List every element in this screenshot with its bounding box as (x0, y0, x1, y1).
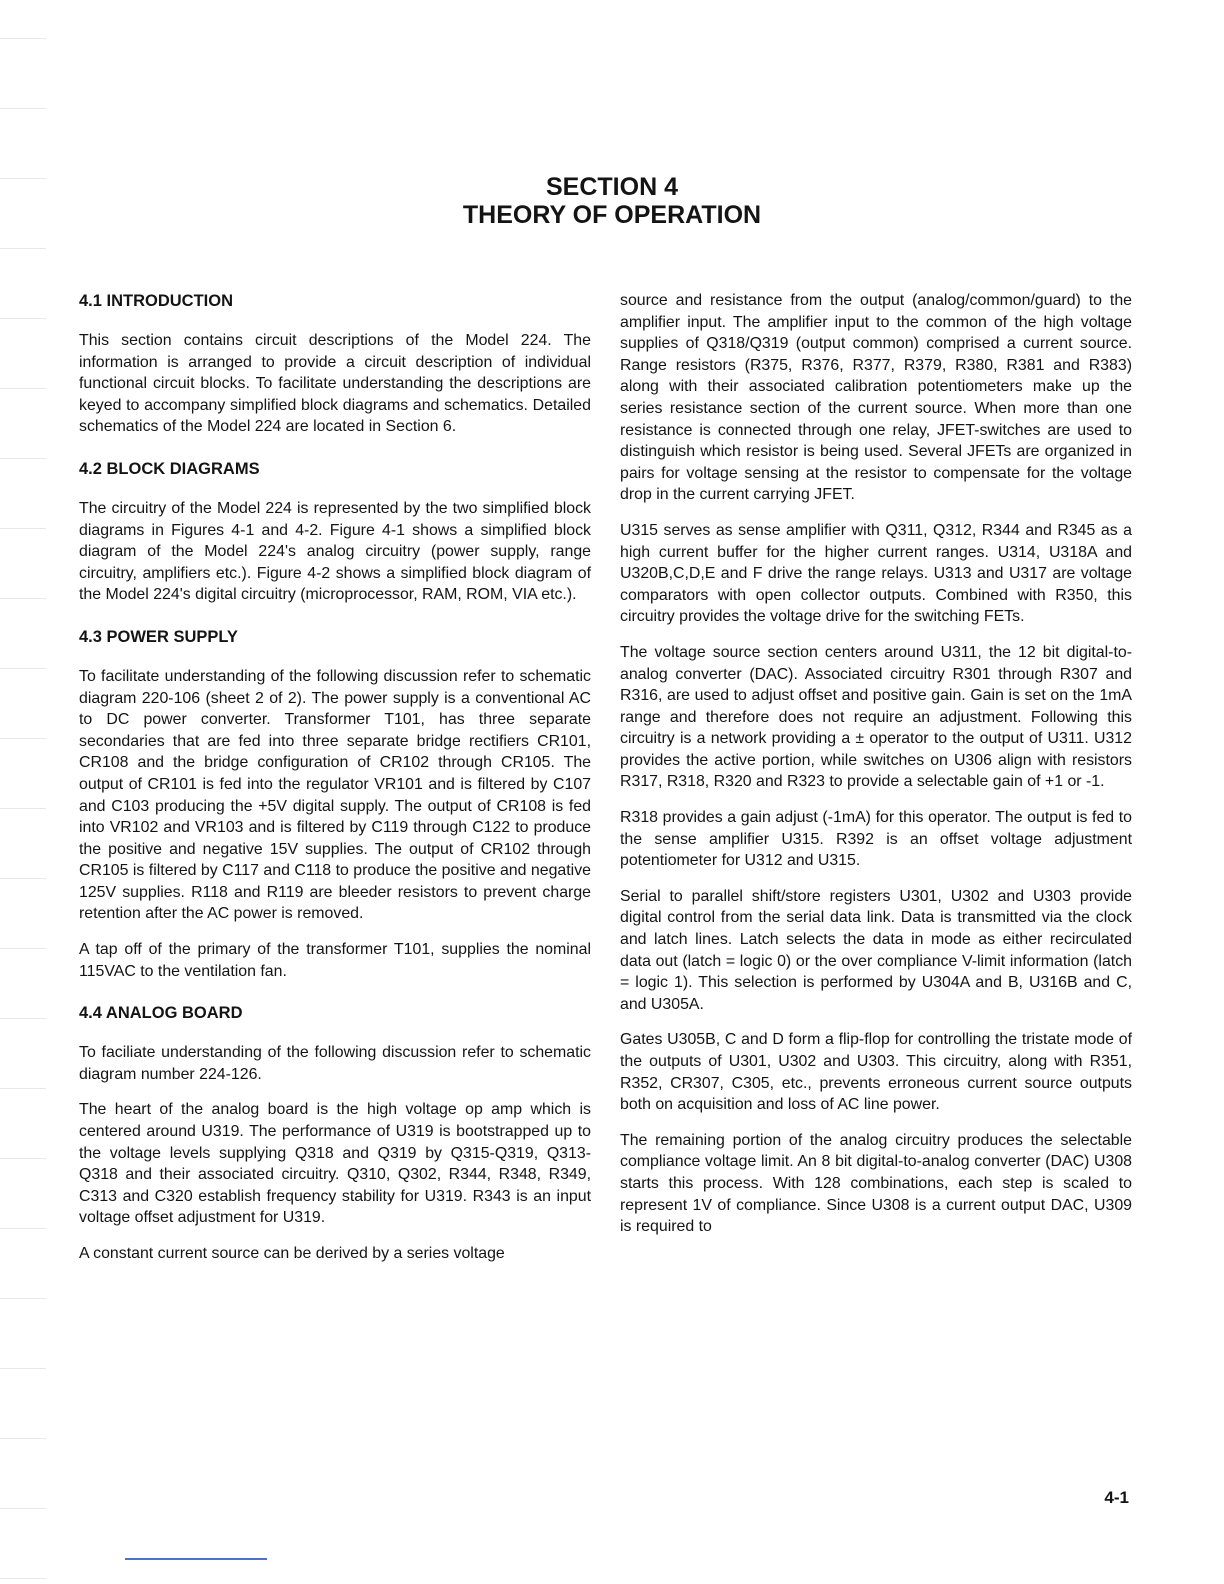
heading-introduction: 4.1 INTRODUCTION (79, 292, 234, 310)
heading-analog-board: 4.4 ANALOG BOARD (79, 1004, 243, 1023)
heading-block-diagrams: 4.2 BLOCK DIAGRAMS (79, 459, 260, 478)
section-title: THEORY OF OPERATION (462, 201, 762, 229)
introduction-paragraph: This section contains circuit descriptions of the Model 224. The information is arranged to provide a circuit description of individual functional circuit blocks. To facilitate understanding the descriptions are keyed to accompany simplified block diagrams and schematics. Detailed schematics of the Model 224 are located in Section 6. (79, 332, 591, 436)
analog-board-paragraph-3: A constant current source can be derived by a series voltage (79, 1245, 505, 1262)
right-paragraph-5: Serial to parallel shift/store registers U301, U302 and U303 provide digital control from the serial data link. Data is transmitted via the clock and latch lines. Latch selects the data in mode as either recirculated data out (latch = logic 0) or the over compliance V-limit information (latch = logic 1). This selection is performed by U304A and B, U316B and C, and U305A. (620, 887, 1132, 1013)
right-paragraph-4: R318 provides a gain adjust (-1mA) for this operator. The output is fed to the sense amplifier U315. R392 is an offset voltage adjustment potentiometer for U312 and U315. (620, 809, 1132, 870)
power-supply-paragraph-1: To facilitate understanding of the following discussion refer to schematic diagram 220-106 (sheet 2 of 2). The power supply is a conventional AC to DC power converter. Transformer T101, has three separate secondaries that are fed into three separate bridge rectifiers CR101, CR108 and the bridge configuration of CR102 through CR105. The output of CR101 is fed into the regulator VR101 and is filtered by C107 and C103 producing the +5V digital supply. The output of CR108 is fed into VR102 and VR103 and is filtered by C119 through C122 to produce the positive and negative 15V supplies. The output of CR102 through CR105 is filtered by C117 and C118 to produce the positive and negative 125V supplies. R118 and R119 are bleeder resistors to prevent charge retention after the AC power is removed. (79, 667, 591, 923)
block-diagrams-paragraph: The circuitry of the Model 224 is represented by the two simplified block diagrams in Figures 4-1 and 4-2. Figure 4-1 shows a simplified block diagram of the Model 224's analog circuitry (power supply, range circuitry, amplifiers etc.). Figure 4-2 shows a simplified block diagram of the Model 224's digital circuitry (microprocessor, RAM, ROM, VIA etc.). (79, 499, 591, 604)
power-supply-paragraph-2: A tap off of the primary of the transformer T101, supplies the nominal 115VAC to the ventilation fan. (79, 941, 591, 980)
footer-rule (125, 1558, 267, 1560)
right-column (620, 290, 1132, 1252)
right-paragraph-2: U315 serves as sense amplifier with Q311, Q312, R344 and R345 as a high current buffer for the higher current ranges. U314, U318A and U320B,C,D,E and F drive the range relays. U313 and U317 are voltage comparators with open collector outputs. Combined with R350, this circuitry provides the voltage drive for the switching FETs. (620, 521, 1132, 626)
right-paragraph-1: source and resistance from the output (analog/common/guard) to the amplifier input. The amplifier input to the common of the high voltage supplies of Q318/Q319 (output common) comprised a current source. Range resistors (R375, R376, R377, R379, R380, R381 and R383) along with their associated calibration potentiometers make up the series resistance section of the current source. When more than one resistance is connected through one relay, JFET-switches are used to distinguish which resistor is being used. Several JFETs are organized in pairs for voltage sensing at the resistor to compensate for the voltage drop in the current carrying JFET. (620, 292, 1132, 504)
section-number: SECTION 4 (546, 173, 678, 201)
analog-board-paragraph-1: To faciliate understanding of the following discussion refer to schematic diagram number 224-126. (79, 1044, 591, 1083)
left-column (79, 290, 591, 1279)
right-paragraph-6: Gates U305B, C and D form a flip-flop for controlling the tristate mode of the outputs of U301, U302 and U303. This circuitry, along with R351, R352, CR307, C305, etc., prevents erroneous current source outputs both on acquisition and loss of AC line power. (620, 1031, 1132, 1114)
scan-binding-edge (0, 0, 46, 1584)
right-paragraph-7: The remaining portion of the analog circuitry produces the selectable compliance voltage limit. An 8 bit digital-to-analog converter (DAC) U308 starts this process. With 128 combinations, each step is scaled to represent 1V of compliance. Since U308 is a current output DAC, U309 is required to (620, 1131, 1132, 1236)
analog-board-paragraph-2: The heart of the analog board is the high voltage op amp which is centered around U319. The performance of U319 is bootstrapped up to the voltage levels supplying Q318 and Q319 by Q315-Q319, Q313-Q318 and their associated circuitry. Q310, Q302, R344, R348, R349, C313 and C320 establish frequency stability for U319. R343 is an input voltage offset adjustment for U319. (79, 1101, 591, 1227)
right-paragraph-3: The voltage source section centers around U311, the 12 bit digital-to-analog converter (DAC). Associated circuitry R301 through R307 and R316, are used to adjust offset and positive gain. Gain is set on the 1mA range and therefore does not require an adjustment. Following this circuitry is a network providing a ± operator to the output of U311. U312 provides the active portion, while switches on U306 align with resistors R317, R318, R320 and R323 to provide a selectable gain of +1 or -1. (620, 643, 1132, 791)
page-number: 4-1 (1104, 1488, 1129, 1507)
heading-power-supply: 4.3 POWER SUPPLY (79, 627, 238, 646)
